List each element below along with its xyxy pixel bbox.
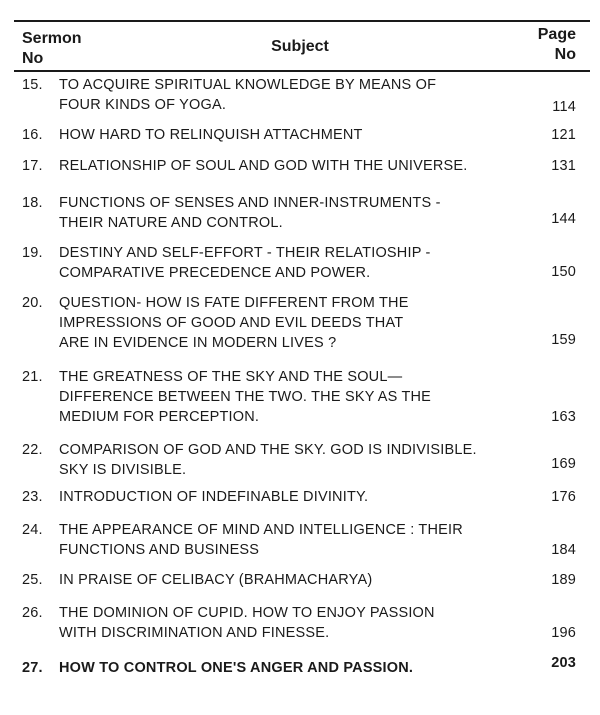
sermon-subject: RELATIONSHIP OF SOUL AND GOD WITH THE UNIVERSE.: [59, 158, 468, 174]
sermon-number: 21.: [22, 369, 43, 385]
sermon-number: 20.: [22, 295, 43, 311]
page-number: 196: [551, 625, 576, 641]
sermon-subject: THE APPEARANCE OF MIND AND INTELLIGENCE : THEIR FUNCTIONS AND BUSINESS: [59, 522, 463, 558]
sermon-subject: HOW TO CONTROL ONE'S ANGER AND PASSION.: [59, 660, 414, 676]
page-number: 131: [551, 158, 576, 174]
sermon-subject: INTRODUCTION OF INDEFINABLE DIVINITY.: [59, 489, 369, 505]
sermon-subject: QUESTION- HOW IS FATE DIFFERENT FROM THE IMPRESSIONS OF GOOD AND EVIL DEEDS THAT ARE IN EVIDENCE IN MODERN LIVES ?: [59, 295, 409, 351]
sermon-subject: THE DOMINION OF CUPID. HOW TO ENJOY PASSION WITH DISCRIMINATION AND FINESSE.: [59, 605, 435, 641]
page-number: 176: [551, 489, 576, 505]
sermon-no-header: Sermon No: [22, 30, 82, 67]
page-number: 150: [551, 264, 576, 280]
sermon-number: 27.: [22, 660, 43, 676]
sermon-number: 26.: [22, 605, 43, 621]
sermon-number: 16.: [22, 127, 43, 143]
sermon-number: 25.: [22, 572, 43, 588]
sermon-subject: THE GREATNESS OF THE SKY AND THE SOUL— DIFFERENCE BETWEEN THE TWO. THE SKY AS THE MEDIUM FOR PERCEPTION.: [59, 369, 432, 425]
page-number: 159: [551, 332, 576, 348]
page-number: 184: [551, 542, 576, 558]
sermon-subject: FUNCTIONS OF SENSES AND INNER-INSTRUMENTS - THEIR NATURE AND CONTROL.: [59, 195, 441, 231]
page-no-header: Page No: [537, 26, 576, 63]
sermon-number: 22.: [22, 442, 43, 458]
sermon-number: 18.: [22, 195, 43, 211]
page-number: 203: [551, 655, 576, 671]
page-number: 189: [551, 572, 576, 588]
page-number: 144: [551, 211, 576, 227]
sermon-number: 23.: [22, 489, 43, 505]
page-number: 163: [551, 409, 576, 425]
sermon-number: 15.: [22, 77, 43, 93]
sermon-subject: HOW HARD TO RELINQUISH ATTACHMENT: [59, 127, 363, 143]
sermon-number: 24.: [22, 522, 43, 538]
sermon-subject: TO ACQUIRE SPIRITUAL KNOWLEDGE BY MEANS OF FOUR KINDS OF YOGA.: [59, 77, 437, 113]
page-number: 114: [552, 99, 576, 115]
subject-header: Subject: [271, 38, 329, 55]
page-number: 121: [551, 127, 576, 143]
sermon-number: 17.: [22, 158, 43, 174]
sermon-subject: COMPARISON OF GOD AND THE SKY. GOD IS INDIVISIBLE. SKY IS DIVISIBLE.: [59, 442, 477, 478]
sermon-subject: DESTINY AND SELF-EFFORT - THEIR RELATIOSHIP - COMPARATIVE PRECEDENCE AND POWER.: [59, 245, 431, 281]
page-number: 169: [551, 456, 576, 472]
sermon-subject: IN PRAISE OF CELIBACY (BRAHMACHARYA): [59, 572, 373, 588]
sermon-number: 19.: [22, 245, 43, 261]
